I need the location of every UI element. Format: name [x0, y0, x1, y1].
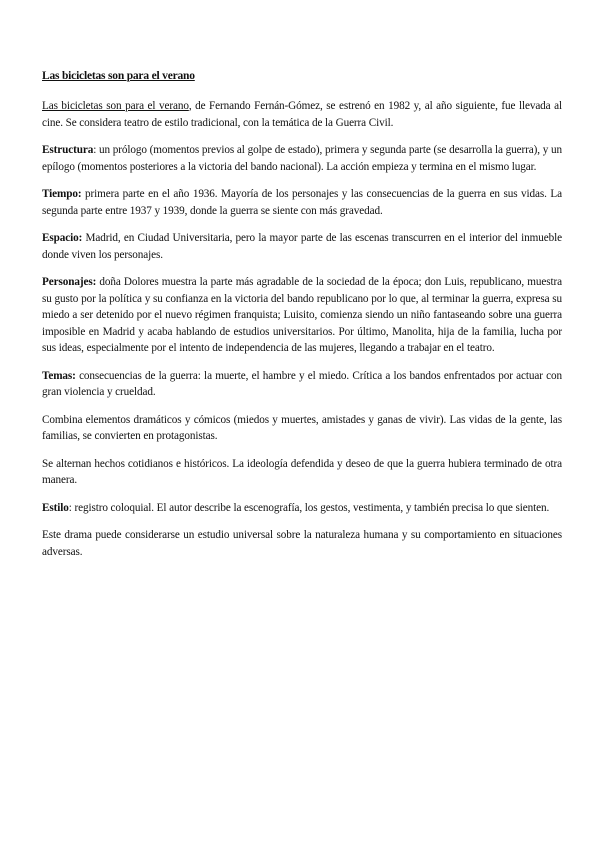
personajes-label: Personajes: — [42, 276, 97, 288]
estilo-text: : registro coloquial. El autor describe la escenografía, los gestos, vestimenta, y también precisa lo que sienten. — [68, 501, 550, 514]
temas-label: Temas: — [42, 369, 76, 382]
alternan-paragraph: Se alternan hechos cotidianos e históricos. La ideología defendida y deseo de que la guerra hubiera terminado de otra manera. — [42, 457, 562, 486]
conclusion-paragraph: Este drama puede considerarse un estudio universal sobre la naturaleza humana y su comportamiento en situaciones adversas. — [42, 529, 562, 558]
combina-paragraph: Combina elementos dramáticos y cómicos (miedos y muertes, amistades y ganas de vivir). Las vidas de la gente, las familias, se convierten en protagonistas. — [42, 413, 562, 442]
personajes-text: doña Dolores muestra la parte más agradable de la sociedad de la época; don Luis, republicano, muestra su gusto por la política y su confianza en la victoria del bando republicano por lo que, al terminar la guerra, expresa su miedo a ser detenido por el nuevo régimen franquista; Luisito, comienza siendo un niño fantaseando sobre una guerra imposible en Madrid y acaba hablando de estudios universitarios. Por último, Manolita, hija de la familia, lucha por sus ideas, especialmente por el intento de independencia de las mujeres, llegando a trabajar en el teatro. — [42, 276, 562, 354]
tiempo-paragraph — [42, 186, 562, 219]
estructura-text: : un prólogo (momentos previos al golpe de estado), primera y segunda parte (se desarrolla la guerra), y un epílogo (momentos posteriores a la victoria del bando nacional). La acción empieza y termina en el mismo lugar. — [42, 144, 562, 173]
estructura-label: Estructura — [42, 144, 94, 156]
espacio-paragraph — [42, 230, 562, 263]
intro-paragraph — [42, 98, 562, 131]
estilo-paragraph — [42, 500, 562, 517]
tiempo-text: primera parte en el año 1936. Mayoría de los personajes y las consecuencias de la guerra en sus vidas. La segunda parte entre 1937 y 1939, donde la guerra se siente con más gravedad. — [42, 188, 562, 217]
intro-text: , de Fernando Fernán-Gómez, se estrenó en 1982 y, al año siguiente, fue llevada al cine. Se considera teatro de estilo tradicional, con la temática de la Guerra Civil. — [42, 100, 562, 129]
espacio-label: Espacio: — [42, 232, 83, 244]
intro-work-title: Las bicicletas son para el verano — [42, 100, 189, 112]
estructura-paragraph — [42, 142, 562, 175]
document-title: Las bicicletas son para el verano — [42, 70, 195, 82]
document-page — [42, 68, 562, 571]
espacio-text: Madrid, en Ciudad Universitaria, pero la mayor parte de las escenas transcurren en el interior del inmueble donde viven los personajes. — [42, 232, 562, 261]
temas-paragraph — [42, 368, 562, 401]
temas-text: consecuencias de la guerra: la muerte, el hambre y el miedo. Crítica a los bandos enfrentados por actuar con gran violencia y crueldad. — [42, 369, 562, 398]
personajes-paragraph — [42, 274, 562, 357]
estilo-label: Estilo — [42, 501, 69, 514]
tiempo-label: Tiempo: — [42, 188, 82, 200]
